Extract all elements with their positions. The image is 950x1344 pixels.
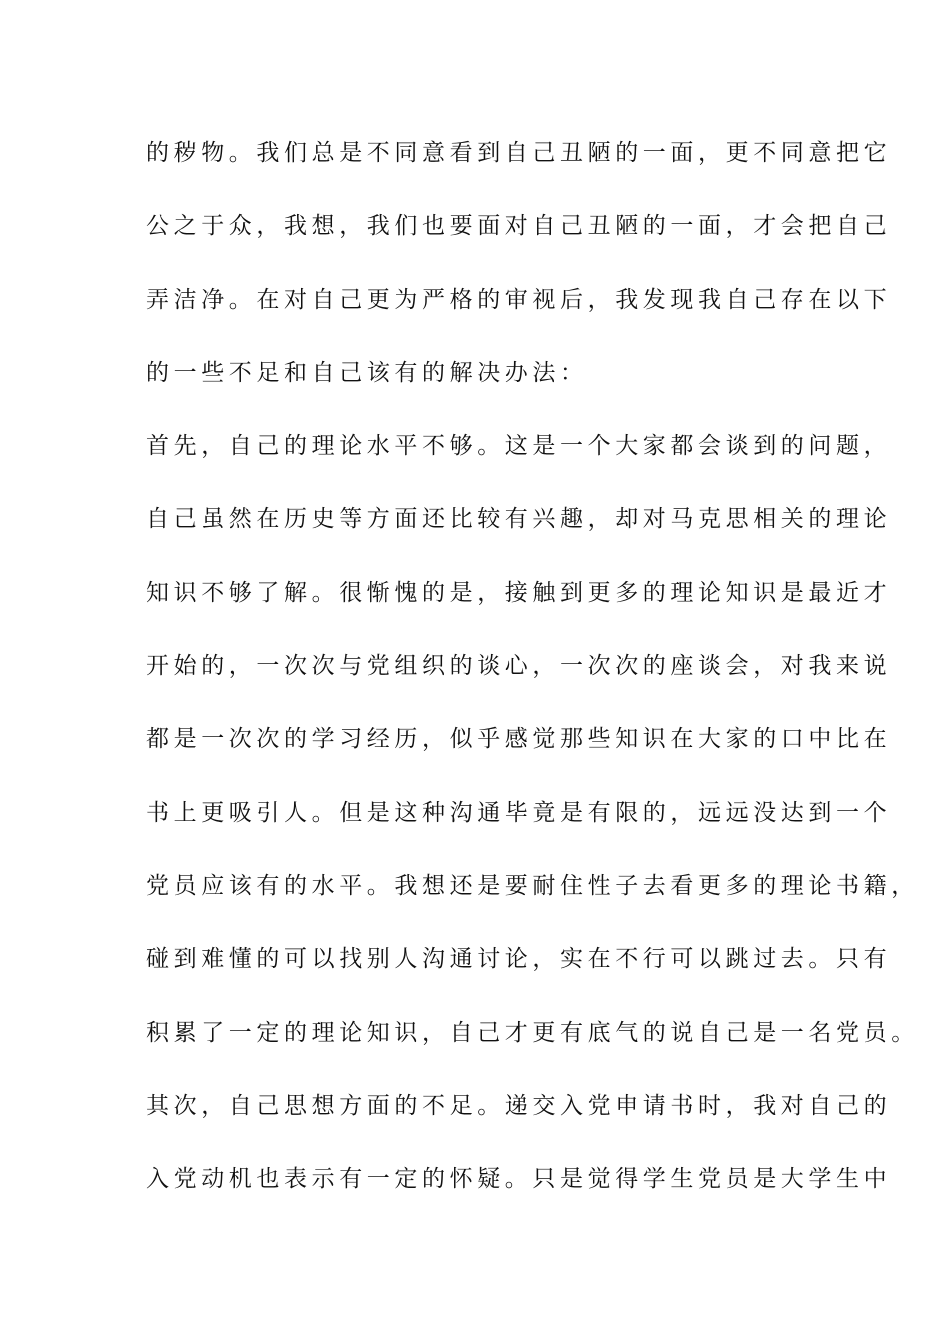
text-line: 积累了一定的理论知识，自己才更有底气的说自己是一名党员。 (146, 1019, 919, 1046)
text-line: 都是一次次的学习经历，似乎感觉那些知识在大家的口中比在 (146, 726, 892, 753)
text-line: 碰到难懂的可以找别人沟通讨论，实在不行可以跳过去。只有 (146, 946, 892, 973)
text-line: 其次，自己思想方面的不足。递交入党申请书时，我对自己的 (146, 1092, 892, 1119)
text-line: 书上更吸引人。但是这种沟通毕竟是有限的，远远没达到一个 (146, 799, 892, 826)
text-line: 知识不够了解。很惭愧的是，接触到更多的理论知识是最近才 (146, 579, 892, 606)
text-line: 自己虽然在历史等方面还比较有兴趣，却对马克思相关的理论 (146, 506, 892, 533)
text-line: 党员应该有的水平。我想还是要耐住性子去看更多的理论书籍， (146, 872, 919, 899)
body-text (146, 130, 919, 1229)
text-line: 的秽物。我们总是不同意看到自己丑陋的一面，更不同意把它 (146, 140, 892, 166)
text-line: 公之于众，我想，我们也要面对自己丑陋的一面，才会把自己 (146, 213, 892, 240)
text-line: 首先，自己的理论水平不够。这是一个大家都会谈到的问题， (146, 433, 892, 460)
text-line: 弄洁净。在对自己更为严格的审视后，我发现我自己存在以下 (146, 286, 892, 313)
text-line: 的一些不足和自己该有的解决办法： (146, 359, 588, 386)
text-line: 开始的，一次次与党组织的谈心，一次次的座谈会，对我来说 (146, 653, 892, 680)
text-line: 入党动机也表示有一定的怀疑。只是觉得学生党员是大学生中 (146, 1166, 892, 1193)
